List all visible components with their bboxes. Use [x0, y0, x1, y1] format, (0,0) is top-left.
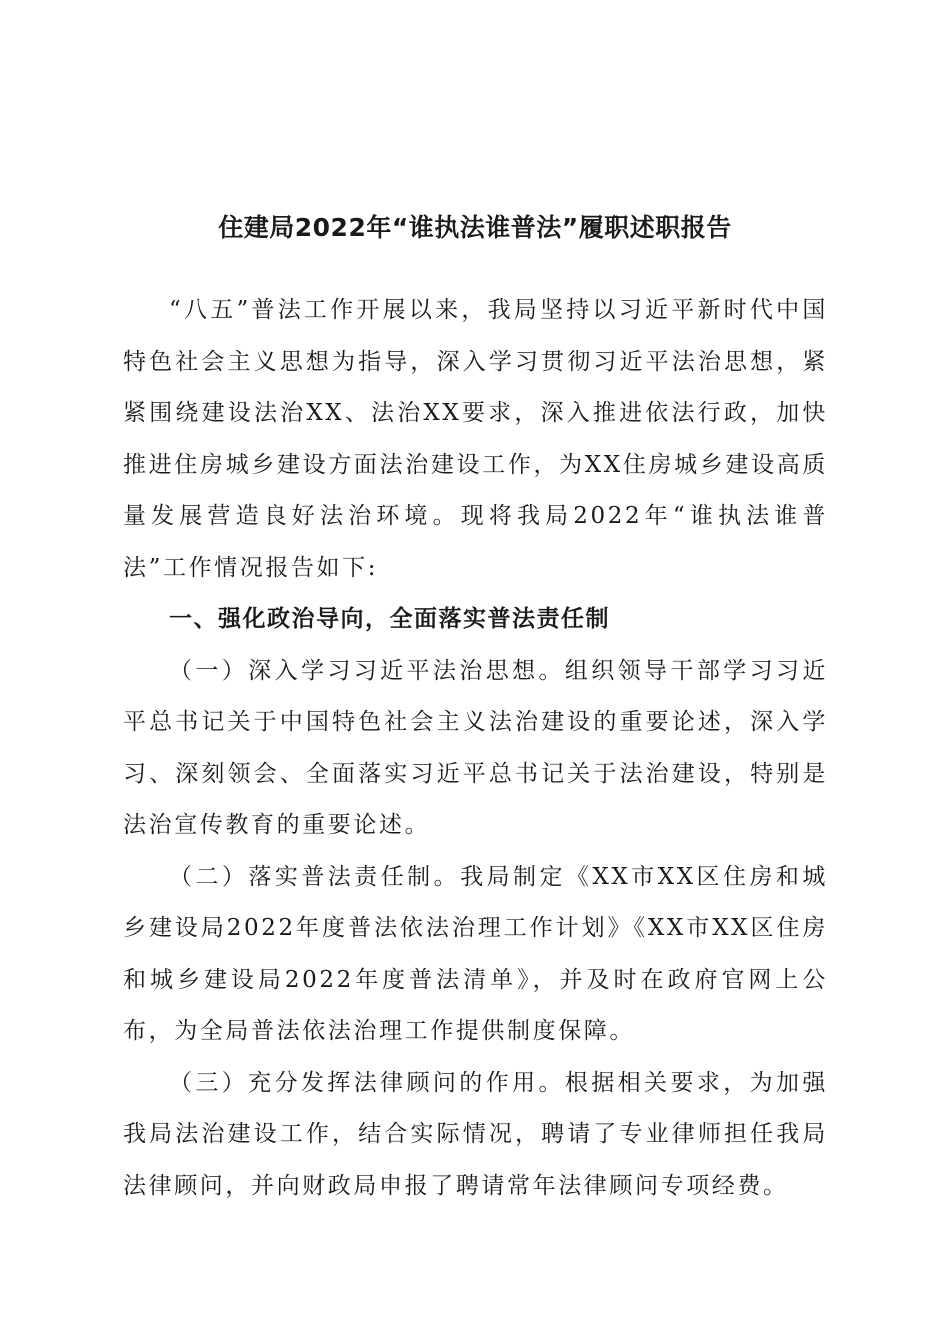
paragraph-3: （三）充分发挥法律顾问的作用。根据相关要求，为加强我局法治建设工作，结合实际情况，聘请了专业律师担任我局法律顾问，并向财政局申报了聘请常年法律顾问专项经费。: [123, 1069, 828, 1199]
document-body: [123, 285, 828, 1212]
section-heading-1: 一、强化政治导向，全面落实普法责任制: [169, 606, 610, 632]
document-title: 住建局2022年“谁执法谁普法”履职述职报告: [218, 213, 732, 242]
paragraph-1: （一）深入学习习近平法治思想。组织领导干部学习习近平总书记关于中国特色社会主义法治建设的重要论述，深入学习、深刻领会、全面落实习近平总书记关于法治建设，特别是法治宣传教育的重要论述。: [123, 657, 828, 838]
intro-paragraph: “八五”普法工作开展以来，我局坚持以习近平新时代中国特色社会主义思想为指导，深入学习贯彻习近平法治思想，紧紧围绕建设法治XX、法治XX要求，深入推进依法行政，加快推进住房城乡建设方面法治建设工作，为XX住房城乡建设高质量发展营造良好法治环境。现将我局2022年“谁执法谁普法”工作情况报告如下:: [123, 297, 828, 581]
paragraph-2: （二）落实普法责任制。我局制定《XX市XX区住房和城乡建设局2022年度普法依法治理工作计划》《XX市XX区住房和城乡建设局2022年度普法清单》，并及时在政府官网上公布，为全局普法依法治理工作提供制度保障。: [123, 863, 828, 1044]
